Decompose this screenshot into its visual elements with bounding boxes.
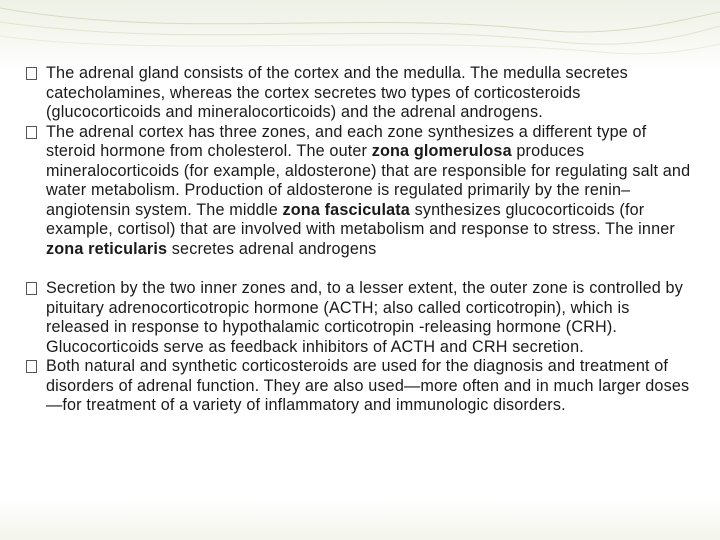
term-zona-fasciculata: zona fasciculata: [282, 200, 410, 219]
decorative-curves: [0, 0, 720, 70]
paragraph-gap: [26, 259, 696, 279]
bullet-corticosteroid-use: [26, 357, 696, 416]
bullet-box-icon: [26, 67, 37, 80]
bullet-text: Both natural and synthetic corticosteroids are used for the diagnosis and treatment of disorders of adrenal function. They are also used—more often and in much larger doses—for treatment of a variety of inflammatory and immunologic disorders.: [46, 357, 690, 414]
bullet-text-part: produces mineralocorticoids (for example, aldosterone) that are responsible for regulating salt and water metabolism. Production of aldosterone is regulated primarily by the renin–angiotensin system. The middle: [46, 142, 691, 219]
bullet-text-part: secretes adrenal androgens: [167, 239, 377, 258]
bullet-acth-control: [26, 279, 696, 357]
slide-content: [26, 64, 696, 416]
term-zona-reticularis: zona reticularis: [46, 239, 168, 258]
bullet-text: Secretion by the two inner zones and, to a lesser extent, the outer zone is controlled by pituitary adrenocorticotropic hormone (ACTH; also called corticotropin), which is released in response to hypothalamic corticotropin -releasing hormone (CRH). Glucocorticoids serve as feedback inhibitors of ACTH and CRH secretion.: [46, 279, 683, 356]
bullet-text-part: The adrenal cortex has three zones, and each zone synthesizes a different type of steroid hormone from cholesterol. The outer: [46, 122, 647, 160]
bullet-box-icon: [26, 282, 37, 295]
bullet-text-part: synthesizes glucocorticoids (for example, cortisol) that are involved with metabolism and response to stress. The inner: [46, 200, 675, 238]
bullet-text: The adrenal gland consists of the cortex and the medulla. The medulla secretes catecholamines, whereas the cortex secretes two types of corticosteroids (glucocorticoids and mineralocorticoids) and the adrenal androgens.: [46, 64, 628, 121]
bullet-box-icon: [26, 126, 37, 139]
bullet-box-icon: [26, 360, 37, 373]
term-zona-glomerulosa: zona glomerulosa: [371, 142, 512, 160]
bullet-adrenal-zones: [26, 123, 696, 260]
bullet-adrenal-overview: [26, 64, 696, 123]
